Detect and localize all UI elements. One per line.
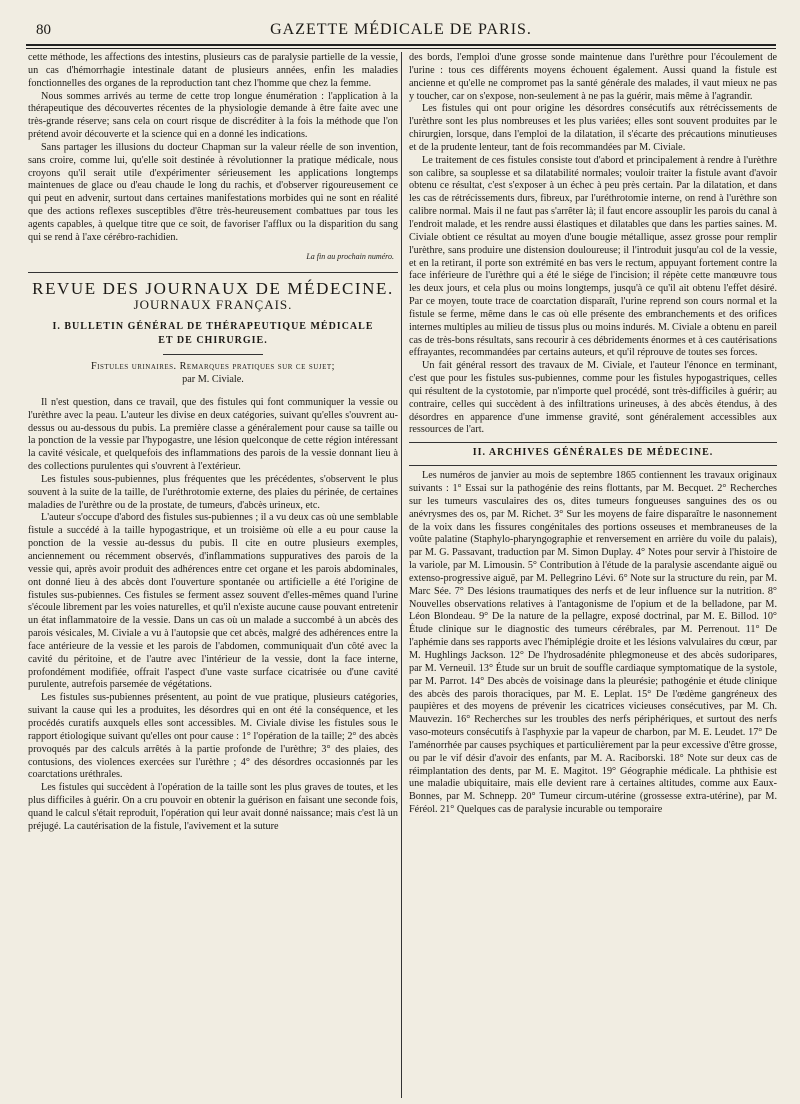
section-divider [409,465,777,466]
header-rule-thick [26,44,776,46]
paragraph: Les fistules qui succèdent à l'opération de la taille sont les plus graves de toutes, et les plus difficiles à guérir. On a cru pouvoir en obtenir la guérison en faisant une seconde fois, quand le calcul s'était reproduit, l'opération qui leur avait donné naissance; mais c'est là un préjugé. La cautérisation de la fistule, l'avivement et la suture [28,782,398,832]
short-rule [163,354,263,355]
article-title: Fistules urinaires. Remarques pratiques sur ce sujet; [91,361,335,373]
continuation-note: La fin au prochain numéro. [306,251,394,261]
paragraph: L'auteur s'occupe d'abord des fistules sus-pubiennes ; il a vu deux cas où une semblable fistule a succédé à la taille hypogastrique, et un troisième où elle a eu pour cause la ponction de la vessie au-dessus du pubis. Il cite en outre plusieurs exemples, anciennement ou récemment observés, d'inflammations suppuratives des parois de la vessie qui, après avoir produit des adhérences entre cet organe et les parois abdominales, ont donné lieu à des abcès dont l'ouverture spontanée ou artificielle a été l'origine de fistules sus-pubiennes. Ces fistules se ferment assez souvent d'elles-mêmes quand l'urine s'écoule librement par les voies naturelles, et qu'il n'existe aucune cause pouvant entretenir un état inflammatoire de la vessie. Dans un cas où un malade a succombé à un abcès des parois vésicales, M. Civiale a vu à l'autopsie que cet abcès, malgré des adhérences entre la face antérieure de la vessie et les parois de l'abdomen, communiquait d'un côté avec la cavité du péritoine, et de l'autre avec l'intérieur de la vessie, dont la face interne, profondément modifiée, offrait l'aspect d'une vaste surface cicatrisée ou d'une cavité purulente, autrefois parsemée de végétations. [28,512,398,691]
section-heading-line1: I. BULLETIN GÉNÉRAL DE THÉRAPEUTIQUE MÉDICALE [52,321,374,333]
section-heading [28,320,398,348]
journaux-heading: JOURNAUX FRANÇAIS. [133,297,293,313]
page-header [26,0,776,42]
paragraph: Les fistules qui ont pour origine les désordres consécutifs aux rétrécissements de l'urèthre sont les plus nombreuses et les plus variées; elles sont souvent produites par le chirurgien, lorsque, dans l'emploi de la dilatation, il s'écarte des précautions minutieuses et de la prudente lenteur, tant de fois recommandées par M. Civiale. [409,103,777,153]
revue-heading: REVUE DES JOURNAUX DE MÉDECINE. [32,278,394,298]
right-column [409,52,777,817]
header-rule-thin [26,48,776,49]
left-column [28,52,398,834]
article-author: par M. Civiale. [182,374,244,386]
section-divider [28,272,398,273]
page-number: 80 [36,22,51,38]
section-heading: II. ARCHIVES GÉNÉRALES DE MÉDECINE. [472,447,714,459]
paragraph: Les numéros de janvier au mois de septembre 1865 contiennent les travaux originaux suivants : 1° Essai sur la pathogénie des reins flottants, par M. Becquet. 2° Recherches sur les tumeurs vasculaires des os, dites tumeurs fongueuses sanguines des os ou anévrysmes des os, par M. Richet. 3° Sur les moyens de faire disparaître le nasonnement de la voix dans les fissures congénitales des portions osseuses et membraneuses de la voûte palatine (Staphylo-pharyngographie et renversement en arrière du voile du palais), par M. G. Passavant, traduction par M. Simon Duplay. 4° Notes pour servir à l'histoire de la variole, par M. Limousin. 5° Contribution à l'étude de la paralysie ascendante aiguë ou extenso-progressive aiguë, par M. Pellegrino Lévi. 6° Note sur la structure du rein, par M. Marc Sée. 7° Des lésions traumatiques des nerfs et de leur influence sur la nutrition. 8° Nouvelles observations relatives à l'antagonisme de l'opium et de la belladone, par M. Léon Blondeau. 9° De la nature de la pellagre, exposé doctrinal, par M. E. Billod. 10° Étude clinique sur le diagnostic des tumeurs cérébrales, par M. Perrenout. 11° De l'aphémie dans ses rapports avec l'hémiplégie droite et les lésions valvulaires du cœur, par M. Hughlings Jackson. 12° De l'hydrosadénite phlegmoneuse et des abcès sudoripares, par M. Verneuil. 13° Étude sur un bruit de souffle cardiaque symptomatique de la systole, par M. Parrot. 14° Des abcès de voisinage dans la pleurésie; pathogénie et étude clinique des abcès des parois thoraciques, par M. E. Leplat. 15° De l'œdème gangréneux des paupières et des moyens de prévenir les cicatrices vicieuses consécutives, par M. Ch. Mauvezin. 16° Recherches sur les troubles des nerfs périphériques, et surtout des nerfs vaso-moteurs consécutifs à l'asphyxie par la vapeur de charbon, par M. E. Leudet. 17° De l'aménorrhée par causes psychiques et particulièrement par la peur excessive d'être grosse, ou par le vif désir d'avoir des enfants, par M. A. Raciborski. 18° Note sur deux cas de réimplantation des dents, par M. E. Magitot. 19° Géographie médicale. La phthisie est une maladie ubiquitaire, mais elle devient rare à certaines altitudes, comme aux Eaux-Bonnes, par M. Schnepp. 20° Tumeur circum-utérine (grossesse extra-utérine), par M. Féréol. 21° Quelques cas de paralysie incurable ou temporaire [409,470,777,816]
paragraph: des bords, l'emploi d'une grosse sonde maintenue dans l'urèthre pour l'écoulement de l'urine : tous ces différents moyens échouent également. Aussi quand la fistule est ancienne et qu'elle ne compromet pas la santé générale des malades, il vaut mieux ne pas y toucher, car on s'expose, non-seulement à ne pas la guérir, mais même à l'agrandir. [409,52,777,102]
paragraph: Nous sommes arrivés au terme de cette trop longue énumération : l'application à la thérapeutique des découvertes récentes de la physiologie demande à être faite avec une très-grande réserve; sans cela on court risque de discréditer à la fois la méthode que l'on prétend avoir découverte et la science qui en a donné les indications. [28,90,398,141]
paragraph: Sans partager les illusions du docteur Chapman sur la valeur réelle de son invention, sans croire, comme lui, qu'elle soit destinée à révolutionner la pratique médicale, nous croyons qu'il serait utile d'expérimenter sérieusement les applications longtemps maintenues de glace ou d'eau chaude le long du rachis, et d'observer rigoureusement ce qui peut en advenir, surtout dans certaines manifestations morbides qui ne sont en réalité que des actions reflexes susceptibles d'être très-heureusement combattues par tous les agents capables, à quelque titre que ce soit, de favoriser l'afflux ou la disparition du sang qui se rend à l'axe cérébro-rachidien. [28,141,398,243]
paragraph: cette méthode, les affections des intestins, plusieurs cas de paralysie partielle de la vessie, un cas d'hémorrhagie intestinale datant de plusieurs années, enfin les maladies fonctionnelles des organes de la reproduction tant chez l'homme que chez la femme. [28,52,398,89]
section-divider [409,442,777,443]
section-heading-line2: ET DE CHIRURGIE. [158,335,268,347]
paragraph: Un fait général ressort des travaux de M. Civiale, et l'auteur l'énonce en terminant, c'est que pour les fistules sus-pubiennes, comme pour les fistules hypogastriques, celles qui résultent de la cystotomie, par n'importe quel procédé, sont très-difficiles à guérir; au contraire, celles qui succèdent à des infiltrations urineuses, à des abcès étendus, à des désordres en apparence d'une immense gravité, sont généralement accessibles aux ressources de l'art. [409,360,777,436]
paragraph: Le traitement de ces fistules consiste tout d'abord et principalement à rendre à l'urèthre son calibre, sa souplesse et sa dilatabilité normales; vouloir traiter la fistule avant d'avoir obtenu ce résultat, c'est s'exposer à un échec à peu près certain. Par la dilatation, et dans les cas de rétrécissements durs, fibreux, par l'uréthrotomie interne, on rend à l'urèthre son calibre normal. Mais il ne faut pas s'arrêter là; il faut encore assouplir les parois du canal à l'endroit malade, et les rendre aussi élastiques et dilatables que dans les parties saines. M. Civiale obtient ce résultat au moyen d'une bougie métallique, assez grosse pour remplir l'urèthre, sans produire une distension douloureuse; il l'introduit jusqu'au col de la vessie, et en la retirant, il porte son extrémité en bas vers le rectum, appuyant fortement contre la face inférieure de l'urèthre qui a été le siége de l'incision; il répète cette manœuvre tous les deux jours, et cela plus ou moins longtemps, jusqu'à ce qu'il ait obtenu l'effet désiré. Par ce moyen, toute trace de coarctation disparaît, l'urine reprend son cours normal et la fistule se ferme, même dans le cas où elle présente des embranchements et des orifices internes multiples au milieu de tissus plus ou moins indurés. M. Civiale a obtenu en pareil cas de très-bons résultats, sans recourir à ces débridements énormes et à ces cautérisations effrayantes, recommandées par certains auteurs, et qu'il réprouve de toutes ses forces. [409,154,777,359]
paragraph: Il n'est question, dans ce travail, que des fistules qui font communiquer la vessie ou l'urèthre avec la peau. L'auteur les divise en deux catégories, suivant qu'elles s'ouvrent au-dessus ou au-dessous du pubis. La première classe a généralement pour cause sa taille ou la ponction de la vessie par l'hypogastre, une lésion quelconque de cette région intéressant la cavité vésicale, et quelquefois des inflammations des parois de la vessie donnant lieu à des collections purulentes qui s'ouvrent à l'extérieur. [28,396,398,473]
journal-title: GAZETTE MÉDICALE DE PARIS. [270,21,532,38]
paragraph: Les fistules sous-pubiennes, plus fréquentes que les précédentes, s'observent le plus souvent à la suite de la taille, de l'uréthrotomie externe, des plaies du périnée, de certaines maladies de l'urèthre ou de la prostate, de tumeurs, d'abcès urineux, etc. [28,473,398,511]
article-heading [28,361,398,387]
column-separator [401,52,402,1098]
paragraph: Les fistules sus-pubiennes présentent, au point de vue pratique, plusieurs catégories, suivant la cause qui les a produites, les désordres qui en ont été la conséquence, et les procédés curatifs auxquels elles sont accessibles. M. Civiale divise les fistules sous le rapport étiologique suivant qu'elles ont pour cause : 1° l'opération de la taille; 2° des abcès provoqués par des calculs arrêtés à la partie profonde de l'urèthre; 3° des plaies, des contusions, des violences exercées sur l'urèthre ; 4° des désordres occasionnés par les coarctations uréthrales. [28,692,398,781]
